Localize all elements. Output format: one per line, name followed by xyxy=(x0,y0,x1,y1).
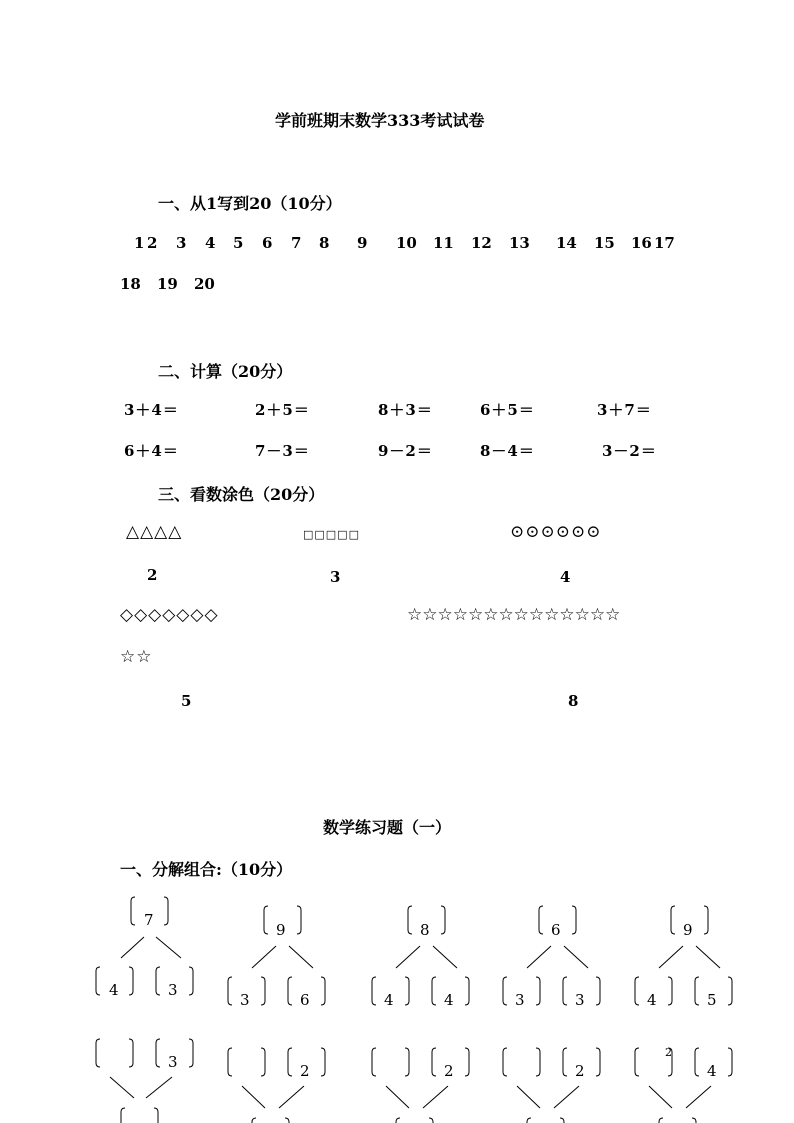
tree-right-value: 6 xyxy=(300,991,310,1009)
tree-right-value: 2 xyxy=(300,1062,310,1080)
number-1: 1 xyxy=(134,234,145,252)
section3-heading: 三、看数涂色（20分） xyxy=(158,485,325,504)
number-5: 5 xyxy=(233,234,244,252)
triangle-shapes: △△△△ xyxy=(126,522,183,542)
number-14: 14 xyxy=(556,234,577,252)
equation: 7－3＝ xyxy=(255,442,310,460)
star-shapes-continued: ☆☆ xyxy=(120,647,153,667)
equation: 2＋5＝ xyxy=(255,401,310,419)
circle-shapes: ⊙⊙⊙⊙⊙⊙ xyxy=(510,522,602,542)
tree-left-value: 3 xyxy=(515,991,525,1009)
tree-left-value: 2 xyxy=(665,1046,672,1059)
number-3: 3 xyxy=(176,234,187,252)
equation: 8－4＝ xyxy=(480,442,535,460)
diamond-shapes: ◇◇◇◇◇◇◇ xyxy=(120,605,219,625)
tree-top-value: 6 xyxy=(551,921,561,939)
tree-right-value: 3 xyxy=(168,1053,178,1071)
number-15: 15 xyxy=(594,234,615,252)
practice-heading: 一、分解组合:（10分） xyxy=(120,860,293,879)
number-11: 11 xyxy=(433,234,454,252)
tree-right-value: 5 xyxy=(707,991,717,1009)
number-19: 19 xyxy=(157,275,178,293)
number-20: 20 xyxy=(194,275,215,293)
number-7: 7 xyxy=(291,234,302,252)
equation: 3＋7＝ xyxy=(597,401,652,419)
tree-right-value: 3 xyxy=(168,981,178,999)
tree-right-value: 2 xyxy=(575,1062,585,1080)
section2-heading: 二、计算（20分） xyxy=(158,362,293,381)
tree-left-value: 4 xyxy=(647,991,657,1009)
tree-top-value: 9 xyxy=(276,921,286,939)
number-16: 16 xyxy=(631,234,652,252)
page-title: 学前班期末数学333考试试卷 xyxy=(275,111,485,130)
tree-left-value: 4 xyxy=(384,991,394,1009)
color-count: 4 xyxy=(560,568,571,586)
color-count: 5 xyxy=(181,692,192,710)
number-18: 18 xyxy=(120,275,141,293)
tree-top-value: 8 xyxy=(420,921,430,939)
color-count: 8 xyxy=(568,692,579,710)
number-4: 4 xyxy=(205,234,216,252)
number-17: 17 xyxy=(654,234,675,252)
star-shapes: ☆☆☆☆☆☆☆☆☆☆☆☆☆☆ xyxy=(407,605,621,625)
tree-left-value: 4 xyxy=(109,981,119,999)
tree-top-value: 7 xyxy=(144,911,154,929)
color-count: 3 xyxy=(330,568,341,586)
equation: 8＋3＝ xyxy=(378,401,433,419)
number-12: 12 xyxy=(471,234,492,252)
practice-title: 数学练习题（一） xyxy=(323,818,452,837)
tree-right-value: 4 xyxy=(707,1062,717,1080)
equation: 9－2＝ xyxy=(378,442,433,460)
number-8: 8 xyxy=(319,234,330,252)
number-10: 10 xyxy=(396,234,417,252)
tree-top-value: 9 xyxy=(683,921,693,939)
number-6: 6 xyxy=(262,234,273,252)
color-count: 2 xyxy=(147,566,158,584)
tree-right-value: 2 xyxy=(444,1062,454,1080)
square-shapes: □□□□□ xyxy=(303,528,360,541)
tree-right-value: 4 xyxy=(444,991,454,1009)
number-2: 2 xyxy=(147,234,158,252)
equation: 3＋4＝ xyxy=(124,401,179,419)
tree-left-value: 3 xyxy=(240,991,250,1009)
equation: 6＋5＝ xyxy=(480,401,535,419)
section1-heading: 一、从1写到20（10分） xyxy=(158,194,342,213)
tree-right-value: 3 xyxy=(575,991,585,1009)
equation: 6＋4＝ xyxy=(124,442,179,460)
number-9: 9 xyxy=(357,234,368,252)
equation: 3－2＝ xyxy=(602,442,657,460)
number-13: 13 xyxy=(509,234,530,252)
